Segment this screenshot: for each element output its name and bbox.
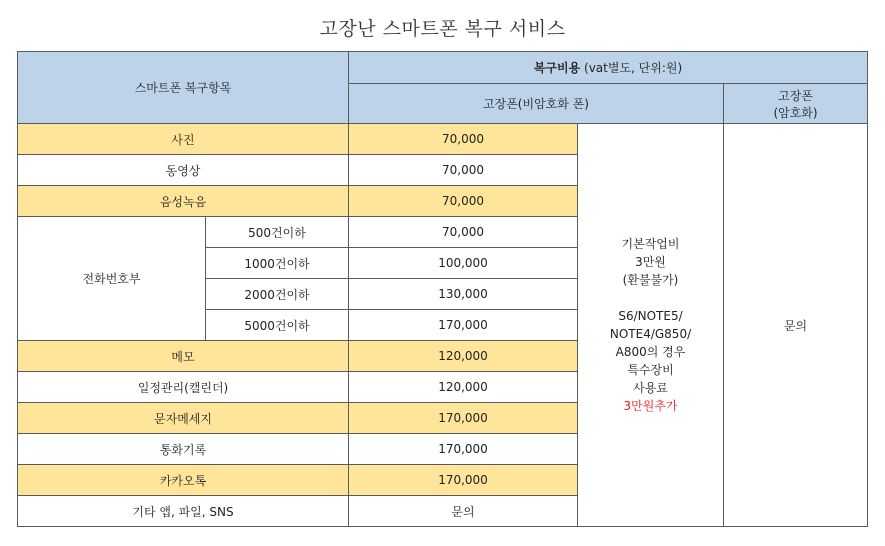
header-unencrypted: 고장폰(비암호화 폰) xyxy=(349,84,724,124)
header-cost-note: (vat별도, 단위:원) xyxy=(580,61,683,75)
price-cell: 70,000 xyxy=(349,124,578,155)
note-line: 특수장비 xyxy=(627,363,674,377)
item-cell: 전화번호부 xyxy=(18,217,206,341)
price-cell: 130,000 xyxy=(349,279,578,310)
note-line: 기본작업비 xyxy=(621,237,680,251)
price-cell: 120,000 xyxy=(349,372,578,403)
header-cost-label: 복구비용 xyxy=(533,61,581,75)
sub-item-cell: 500건이하 xyxy=(206,217,349,248)
price-cell: 70,000 xyxy=(349,155,578,186)
item-cell: 카카오톡 xyxy=(18,465,349,496)
item-cell: 음성녹음 xyxy=(18,186,349,217)
header-encrypted xyxy=(724,84,868,124)
header-items: 스마트폰 복구항목 xyxy=(18,52,349,124)
note-line: 사용료 xyxy=(633,381,668,395)
item-cell: 기타 앱, 파일, SNS xyxy=(18,496,349,527)
price-cell: 170,000 xyxy=(349,434,578,465)
note-line: NOTE4/G850/ xyxy=(609,327,692,341)
price-cell: 170,000 xyxy=(349,465,578,496)
price-cell: 70,000 xyxy=(349,186,578,217)
base-fee-note xyxy=(578,124,724,527)
header-cost xyxy=(349,52,868,84)
table-row xyxy=(18,124,868,155)
price-cell: 70,000 xyxy=(349,217,578,248)
page-title: 고장난 스마트폰 복구 서비스 xyxy=(319,18,566,40)
sub-item-cell: 1000건이하 xyxy=(206,248,349,279)
note-line: A800의 경우 xyxy=(615,345,686,359)
note-line: (환불불가) xyxy=(622,273,679,287)
header-encrypted-line2: (암호화) xyxy=(773,105,818,120)
item-cell: 동영상 xyxy=(18,155,349,186)
item-cell: 문자메세지 xyxy=(18,403,349,434)
note-surcharge: 3만원추가 xyxy=(623,399,678,413)
item-cell: 메모 xyxy=(18,341,349,372)
encrypted-value: 문의 xyxy=(724,124,868,527)
item-cell: 일정관리(캘린더) xyxy=(18,372,349,403)
note-line: 3만원 xyxy=(635,255,666,269)
price-cell: 문의 xyxy=(349,496,578,527)
note-line: S6/NOTE5/ xyxy=(618,309,683,323)
header-encrypted-line1: 고장폰 xyxy=(778,88,813,103)
price-cell: 170,000 xyxy=(349,310,578,341)
price-cell: 120,000 xyxy=(349,341,578,372)
sub-item-cell: 2000건이하 xyxy=(206,279,349,310)
pricing-table xyxy=(17,51,868,527)
price-cell: 170,000 xyxy=(349,403,578,434)
item-cell: 사진 xyxy=(18,124,349,155)
sub-item-cell: 5000건이하 xyxy=(206,310,349,341)
price-cell: 100,000 xyxy=(349,248,578,279)
item-cell: 통화기록 xyxy=(18,434,349,465)
